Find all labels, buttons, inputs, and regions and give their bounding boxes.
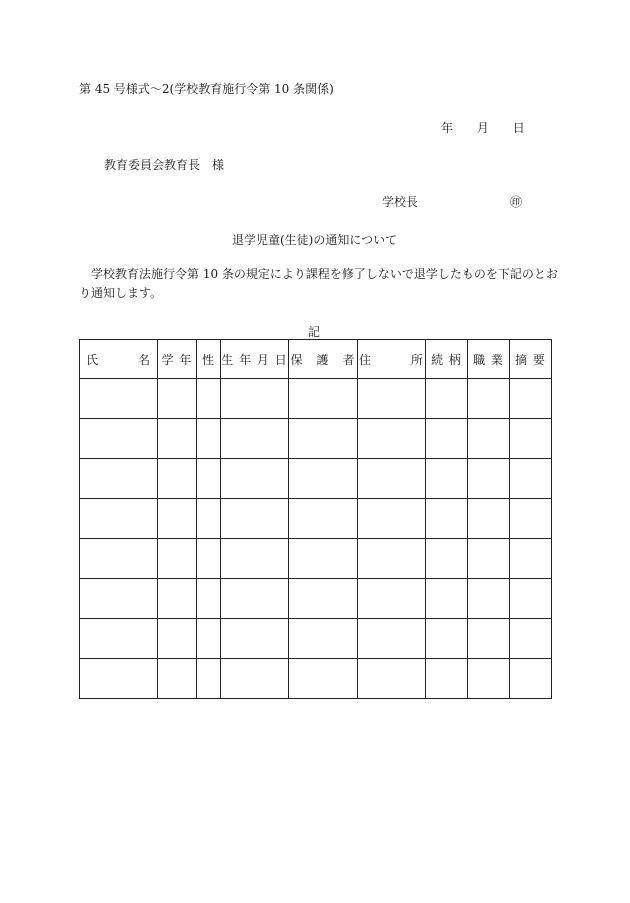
cell-relationship [426, 579, 468, 619]
cell-address [358, 659, 426, 699]
header-grade: 学 年 [158, 340, 197, 379]
cell-grade [158, 499, 197, 539]
table-row [80, 459, 552, 499]
cell-occupation [468, 379, 510, 419]
cell-name [80, 419, 158, 459]
cell-birthdate [221, 619, 289, 659]
cell-relationship [426, 619, 468, 659]
cell-relationship [426, 659, 468, 699]
cell-sex [197, 659, 221, 699]
cell-grade [158, 379, 197, 419]
withdrawal-register-table [79, 339, 552, 699]
cell-address [358, 419, 426, 459]
cell-address [358, 499, 426, 539]
cell-grade [158, 539, 197, 579]
cell-occupation [468, 619, 510, 659]
cell-remarks [510, 619, 552, 659]
cell-name [80, 459, 158, 499]
cell-name [80, 619, 158, 659]
cell-relationship [426, 499, 468, 539]
cell-address [358, 459, 426, 499]
cell-guardian [289, 579, 358, 619]
cell-name [80, 579, 158, 619]
cell-sex [197, 419, 221, 459]
cell-grade [158, 459, 197, 499]
cell-name [80, 539, 158, 579]
table-header-row [80, 340, 552, 379]
header-occupation: 職 業 [468, 340, 510, 379]
cell-guardian [289, 419, 358, 459]
date-day-label: 日 [512, 121, 525, 135]
date-month-label: 月 [476, 121, 489, 135]
cell-birthdate [221, 539, 289, 579]
cell-remarks [510, 499, 552, 539]
cell-relationship [426, 379, 468, 419]
cell-guardian [289, 659, 358, 699]
cell-relationship [426, 459, 468, 499]
principal-label: 学校長 [382, 195, 419, 209]
table-row [80, 499, 552, 539]
table-row [80, 539, 552, 579]
header-guardian: 保 護 者 [289, 340, 358, 379]
cell-birthdate [221, 419, 289, 459]
cell-address [358, 619, 426, 659]
cell-relationship [426, 419, 468, 459]
cell-remarks [510, 419, 552, 459]
seal-mark: ㊞ [510, 195, 523, 209]
cell-occupation [468, 459, 510, 499]
cell-occupation [468, 579, 510, 619]
cell-address [358, 579, 426, 619]
cell-name [80, 379, 158, 419]
cell-birthdate [221, 579, 289, 619]
cell-address [358, 539, 426, 579]
cell-remarks [510, 539, 552, 579]
cell-birthdate [221, 499, 289, 539]
cell-occupation [468, 539, 510, 579]
addressee: 教育委員会教育長 様 [104, 158, 225, 172]
cell-grade [158, 659, 197, 699]
header-remarks: 摘 要 [510, 340, 552, 379]
cell-remarks [510, 379, 552, 419]
cell-guardian [289, 379, 358, 419]
cell-occupation [468, 659, 510, 699]
table-row [80, 419, 552, 459]
document-subject: 退学児童(生徒)の通知について [232, 233, 398, 247]
cell-sex [197, 499, 221, 539]
cell-name [80, 499, 158, 539]
cell-remarks [510, 579, 552, 619]
cell-birthdate [221, 379, 289, 419]
cell-guardian [289, 619, 358, 659]
cell-grade [158, 419, 197, 459]
table-row [80, 579, 552, 619]
cell-occupation [468, 499, 510, 539]
date-line [441, 119, 525, 136]
date-year-label: 年 [441, 121, 454, 135]
cell-occupation [468, 419, 510, 459]
cell-sex [197, 539, 221, 579]
header-address: 住 所 [358, 340, 426, 379]
header-relationship: 続 柄 [426, 340, 468, 379]
cell-sex [197, 619, 221, 659]
cell-relationship [426, 539, 468, 579]
table-row [80, 659, 552, 699]
cell-guardian [289, 499, 358, 539]
cell-remarks [510, 459, 552, 499]
header-sex: 性 [197, 340, 221, 379]
ki-label: 記 [308, 325, 321, 339]
body-text: 学校教育法施行令第 10 条の規定により課程を修了しないで退学したものを下記のとおり通知します。 [79, 267, 558, 300]
cell-birthdate [221, 459, 289, 499]
cell-name [80, 659, 158, 699]
cell-sex [197, 579, 221, 619]
cell-grade [158, 619, 197, 659]
cell-remarks [510, 659, 552, 699]
header-birthdate: 生 年 月 日 [221, 340, 289, 379]
table-row [80, 619, 552, 659]
cell-sex [197, 459, 221, 499]
header-name: 氏 名 [80, 340, 158, 379]
cell-guardian [289, 539, 358, 579]
cell-address [358, 379, 426, 419]
form-number: 第 45 号様式～2(学校教育施行令第 10 条関係) [79, 82, 334, 96]
cell-grade [158, 579, 197, 619]
table-row [80, 379, 552, 419]
cell-birthdate [221, 659, 289, 699]
cell-sex [197, 379, 221, 419]
cell-guardian [289, 459, 358, 499]
